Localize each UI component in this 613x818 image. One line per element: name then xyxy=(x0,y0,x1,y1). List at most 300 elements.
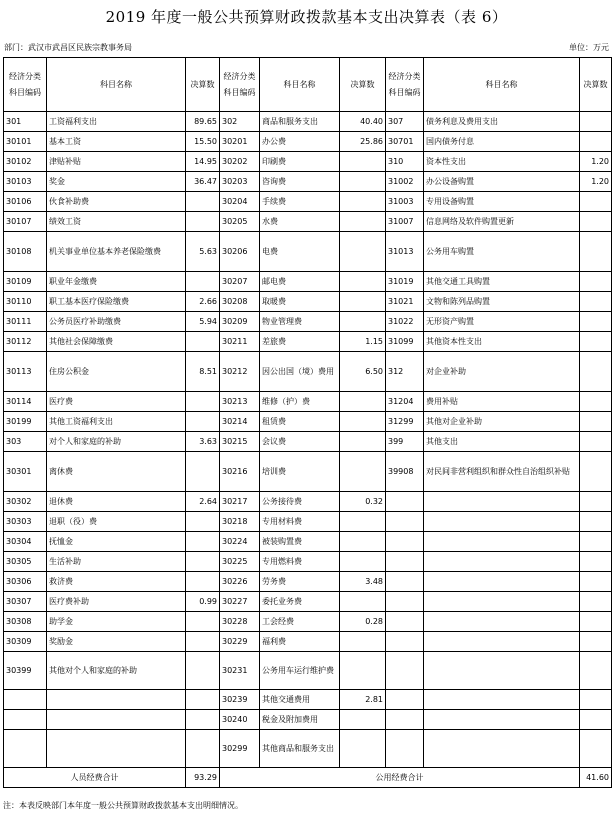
amount-cell: 2.66 xyxy=(186,292,220,312)
header-name-2: 科目名称 xyxy=(260,58,340,112)
code-cell: 30213 xyxy=(220,392,260,412)
name-cell xyxy=(424,632,580,652)
code-cell: 30111 xyxy=(4,312,47,332)
code-cell: 30208 xyxy=(220,292,260,312)
code-cell xyxy=(386,632,424,652)
amount-cell xyxy=(580,432,612,452)
code-cell xyxy=(386,532,424,552)
code-cell xyxy=(4,710,47,730)
amount-cell xyxy=(340,412,386,432)
amount-cell: 2.81 xyxy=(340,690,386,710)
department-label: 部门：武汉市武昌区民族宗教事务局 xyxy=(4,43,132,52)
table-row xyxy=(4,412,612,432)
name-cell: 福利费 xyxy=(260,632,340,652)
table-row xyxy=(4,332,612,352)
amount-cell: 0.28 xyxy=(340,612,386,632)
table-row xyxy=(4,192,612,212)
code-cell: 30226 xyxy=(220,572,260,592)
code-cell: 31022 xyxy=(386,312,424,332)
amount-cell xyxy=(186,452,220,492)
name-cell: 离休费 xyxy=(47,452,186,492)
name-cell: 对民间非营利组织和群众性自治组织补贴 xyxy=(424,452,580,492)
name-cell: 其他交通费用 xyxy=(260,690,340,710)
code-cell: 30112 xyxy=(4,332,47,352)
name-cell: 税金及附加费用 xyxy=(260,710,340,730)
name-cell: 职业年金缴费 xyxy=(47,272,186,292)
name-cell: 委托业务费 xyxy=(260,592,340,612)
name-cell: 工会经费 xyxy=(260,612,340,632)
table-row xyxy=(4,612,612,632)
code-cell xyxy=(386,710,424,730)
name-cell: 信息网络及软件购置更新 xyxy=(424,212,580,232)
name-cell: 公务用车购置 xyxy=(424,232,580,272)
name-cell: 退休费 xyxy=(47,492,186,512)
code-cell xyxy=(4,730,47,768)
amount-cell xyxy=(340,232,386,272)
name-cell: 其他交通工具购置 xyxy=(424,272,580,292)
table-row xyxy=(4,730,612,768)
header-amount-2: 决算数 xyxy=(340,58,386,112)
name-cell: 资本性支出 xyxy=(424,152,580,172)
name-cell: 差旅费 xyxy=(260,332,340,352)
code-cell: 30224 xyxy=(220,532,260,552)
code-cell xyxy=(4,690,47,710)
name-cell xyxy=(424,690,580,710)
name-cell: 手续费 xyxy=(260,192,340,212)
amount-cell: 0.32 xyxy=(340,492,386,512)
amount-cell xyxy=(580,572,612,592)
amount-cell xyxy=(580,652,612,690)
expenditure-table xyxy=(3,57,612,788)
amount-cell: 5.63 xyxy=(186,232,220,272)
personnel-total-label: 人员经费合计 xyxy=(4,768,186,788)
code-cell: 31013 xyxy=(386,232,424,272)
table-row xyxy=(4,532,612,552)
code-cell: 30240 xyxy=(220,710,260,730)
table-row xyxy=(4,432,612,452)
amount-cell xyxy=(186,572,220,592)
code-cell: 31021 xyxy=(386,292,424,312)
amount-cell xyxy=(340,192,386,212)
amount-cell: 40.40 xyxy=(340,112,386,132)
code-cell: 30207 xyxy=(220,272,260,292)
name-cell: 其他工资福利支出 xyxy=(47,412,186,432)
name-cell: 其他商品和服务支出 xyxy=(260,730,340,768)
name-cell: 国内债务付息 xyxy=(424,132,580,152)
name-cell: 医疗费补助 xyxy=(47,592,186,612)
amount-cell xyxy=(340,392,386,412)
amount-cell: 8.51 xyxy=(186,352,220,392)
code-cell: 30225 xyxy=(220,552,260,572)
amount-cell xyxy=(340,292,386,312)
public-total-value: 41.60 xyxy=(580,768,612,788)
name-cell: 其他社会保障缴费 xyxy=(47,332,186,352)
name-cell: 医疗费 xyxy=(47,392,186,412)
code-cell: 30211 xyxy=(220,332,260,352)
amount-cell xyxy=(186,192,220,212)
code-cell xyxy=(386,572,424,592)
table-row xyxy=(4,552,612,572)
amount-cell xyxy=(186,212,220,232)
table-row xyxy=(4,132,612,152)
name-cell: 工资福利支出 xyxy=(47,112,186,132)
code-cell: 30239 xyxy=(220,690,260,710)
name-cell: 费用补贴 xyxy=(424,392,580,412)
table-row xyxy=(4,572,612,592)
name-cell: 办公费 xyxy=(260,132,340,152)
header-code-3: 经济分类科目编码 xyxy=(386,58,424,112)
name-cell: 其他对个人和家庭的补助 xyxy=(47,652,186,690)
code-cell: 30218 xyxy=(220,512,260,532)
amount-cell xyxy=(186,392,220,412)
name-cell: 取暖费 xyxy=(260,292,340,312)
amount-cell xyxy=(186,532,220,552)
name-cell: 文物和陈列品购置 xyxy=(424,292,580,312)
amount-cell: 14.95 xyxy=(186,152,220,172)
name-cell: 救济费 xyxy=(47,572,186,592)
name-cell xyxy=(424,612,580,632)
amount-cell: 2.64 xyxy=(186,492,220,512)
name-cell: 水费 xyxy=(260,212,340,232)
amount-cell: 6.50 xyxy=(340,352,386,392)
code-cell: 30307 xyxy=(4,592,47,612)
code-cell: 31204 xyxy=(386,392,424,412)
name-cell: 机关事业单位基本养老保险缴费 xyxy=(47,232,186,272)
code-cell: 30231 xyxy=(220,652,260,690)
code-cell: 30305 xyxy=(4,552,47,572)
table-row xyxy=(4,690,612,710)
name-cell xyxy=(424,592,580,612)
name-cell: 生活补助 xyxy=(47,552,186,572)
code-cell: 30217 xyxy=(220,492,260,512)
amount-cell xyxy=(580,412,612,432)
name-cell xyxy=(424,552,580,572)
table-row xyxy=(4,292,612,312)
code-cell: 30309 xyxy=(4,632,47,652)
name-cell xyxy=(424,710,580,730)
name-cell xyxy=(424,532,580,552)
header-amount-3: 决算数 xyxy=(580,58,612,112)
code-cell: 30101 xyxy=(4,132,47,152)
code-cell: 30206 xyxy=(220,232,260,272)
name-cell: 职工基本医疗保险缴费 xyxy=(47,292,186,312)
amount-cell xyxy=(580,132,612,152)
name-cell xyxy=(424,730,580,768)
name-cell xyxy=(47,730,186,768)
name-cell: 物业管理费 xyxy=(260,312,340,332)
name-cell: 专用设备购置 xyxy=(424,192,580,212)
amount-cell xyxy=(186,332,220,352)
name-cell: 抚恤金 xyxy=(47,532,186,552)
amount-cell xyxy=(340,552,386,572)
amount-cell xyxy=(186,272,220,292)
table-body xyxy=(4,58,612,788)
amount-cell xyxy=(340,592,386,612)
amount-cell xyxy=(186,612,220,632)
name-cell: 绩效工资 xyxy=(47,212,186,232)
code-cell: 30212 xyxy=(220,352,260,392)
name-cell: 公务接待费 xyxy=(260,492,340,512)
amount-cell xyxy=(580,592,612,612)
amount-cell xyxy=(580,532,612,552)
table-row xyxy=(4,392,612,412)
code-cell: 303 xyxy=(4,432,47,452)
code-cell: 31099 xyxy=(386,332,424,352)
table-row xyxy=(4,152,612,172)
amount-cell xyxy=(340,632,386,652)
name-cell: 基本工资 xyxy=(47,132,186,152)
table-row xyxy=(4,172,612,192)
name-cell: 维修（护）费 xyxy=(260,392,340,412)
code-cell: 30204 xyxy=(220,192,260,212)
table-row xyxy=(4,652,612,690)
code-cell: 30228 xyxy=(220,612,260,632)
header-code-1: 经济分类科目编码 xyxy=(4,58,47,112)
totals-row xyxy=(4,768,612,788)
name-cell: 津贴补贴 xyxy=(47,152,186,172)
code-cell: 310 xyxy=(386,152,424,172)
amount-cell xyxy=(580,212,612,232)
public-total-label: 公用经费合计 xyxy=(220,768,580,788)
code-cell: 30304 xyxy=(4,532,47,552)
code-cell xyxy=(386,492,424,512)
amount-cell: 1.15 xyxy=(340,332,386,352)
name-cell: 对企业补助 xyxy=(424,352,580,392)
table-row xyxy=(4,632,612,652)
amount-cell xyxy=(340,272,386,292)
code-cell: 30227 xyxy=(220,592,260,612)
amount-cell xyxy=(186,652,220,690)
amount-cell xyxy=(340,432,386,452)
code-cell: 30303 xyxy=(4,512,47,532)
name-cell: 退职（役）费 xyxy=(47,512,186,532)
code-cell: 30106 xyxy=(4,192,47,212)
name-cell: 住房公积金 xyxy=(47,352,186,392)
table-row xyxy=(4,452,612,492)
amount-cell xyxy=(580,552,612,572)
amount-cell xyxy=(186,512,220,532)
amount-cell xyxy=(340,312,386,332)
table-row xyxy=(4,492,612,512)
code-cell xyxy=(386,512,424,532)
amount-cell: 89.65 xyxy=(186,112,220,132)
header-amount-1: 决算数 xyxy=(186,58,220,112)
name-cell: 公务用车运行维护费 xyxy=(260,652,340,690)
amount-cell xyxy=(340,730,386,768)
code-cell: 30205 xyxy=(220,212,260,232)
amount-cell xyxy=(340,532,386,552)
code-cell: 30215 xyxy=(220,432,260,452)
name-cell: 因公出国（境）费用 xyxy=(260,352,340,392)
name-cell: 对个人和家庭的补助 xyxy=(47,432,186,452)
code-cell xyxy=(386,612,424,632)
amount-cell: 1.20 xyxy=(580,152,612,172)
name-cell: 奖励金 xyxy=(47,632,186,652)
amount-cell xyxy=(186,690,220,710)
amount-cell xyxy=(580,632,612,652)
amount-cell xyxy=(580,710,612,730)
code-cell: 30308 xyxy=(4,612,47,632)
amount-cell: 0.99 xyxy=(186,592,220,612)
table-row xyxy=(4,352,612,392)
code-cell xyxy=(386,592,424,612)
name-cell: 债务利息及费用支出 xyxy=(424,112,580,132)
amount-cell xyxy=(580,112,612,132)
header-name-1: 科目名称 xyxy=(47,58,186,112)
code-cell: 307 xyxy=(386,112,424,132)
name-cell: 租赁费 xyxy=(260,412,340,432)
code-cell: 31007 xyxy=(386,212,424,232)
table-row xyxy=(4,232,612,272)
name-cell: 电费 xyxy=(260,232,340,272)
header-code-2: 经济分类科目编码 xyxy=(220,58,260,112)
name-cell: 印刷费 xyxy=(260,152,340,172)
amount-cell xyxy=(340,512,386,532)
code-cell: 30109 xyxy=(4,272,47,292)
code-cell: 30214 xyxy=(220,412,260,432)
amount-cell: 25.86 xyxy=(340,132,386,152)
amount-cell: 3.63 xyxy=(186,432,220,452)
code-cell: 30701 xyxy=(386,132,424,152)
amount-cell xyxy=(580,730,612,768)
amount-cell xyxy=(580,452,612,492)
name-cell: 无形资产购置 xyxy=(424,312,580,332)
amount-cell: 36.47 xyxy=(186,172,220,192)
code-cell: 30306 xyxy=(4,572,47,592)
amount-cell xyxy=(580,352,612,392)
code-cell: 39908 xyxy=(386,452,424,492)
code-cell: 30301 xyxy=(4,452,47,492)
amount-cell xyxy=(340,152,386,172)
amount-cell xyxy=(340,212,386,232)
header-name-3: 科目名称 xyxy=(424,58,580,112)
code-cell: 30302 xyxy=(4,492,47,512)
name-cell: 伙食补助费 xyxy=(47,192,186,212)
name-cell xyxy=(424,512,580,532)
name-cell: 商品和服务支出 xyxy=(260,112,340,132)
name-cell: 会议费 xyxy=(260,432,340,452)
code-cell: 312 xyxy=(386,352,424,392)
personnel-total-value: 93.29 xyxy=(186,768,220,788)
amount-cell xyxy=(340,710,386,730)
name-cell: 邮电费 xyxy=(260,272,340,292)
name-cell: 劳务费 xyxy=(260,572,340,592)
code-cell: 31003 xyxy=(386,192,424,212)
code-cell: 30209 xyxy=(220,312,260,332)
code-cell: 30203 xyxy=(220,172,260,192)
code-cell: 30199 xyxy=(4,412,47,432)
code-cell: 30110 xyxy=(4,292,47,312)
amount-cell xyxy=(580,612,612,632)
amount-cell xyxy=(186,730,220,768)
code-cell: 302 xyxy=(220,112,260,132)
code-cell: 30399 xyxy=(4,652,47,690)
name-cell xyxy=(424,492,580,512)
table-row xyxy=(4,710,612,730)
code-cell: 30201 xyxy=(220,132,260,152)
name-cell: 奖金 xyxy=(47,172,186,192)
code-cell xyxy=(386,652,424,690)
amount-cell xyxy=(580,292,612,312)
amount-cell xyxy=(580,312,612,332)
name-cell xyxy=(424,572,580,592)
name-cell: 被装购置费 xyxy=(260,532,340,552)
code-cell: 399 xyxy=(386,432,424,452)
name-cell: 办公设备购置 xyxy=(424,172,580,192)
amount-cell xyxy=(580,192,612,212)
amount-cell xyxy=(340,452,386,492)
code-cell: 30108 xyxy=(4,232,47,272)
code-cell xyxy=(386,552,424,572)
name-cell: 助学金 xyxy=(47,612,186,632)
name-cell: 其他支出 xyxy=(424,432,580,452)
code-cell: 30102 xyxy=(4,152,47,172)
table-row xyxy=(4,512,612,532)
code-cell: 30113 xyxy=(4,352,47,392)
amount-cell xyxy=(340,172,386,192)
amount-cell xyxy=(580,392,612,412)
table-row xyxy=(4,112,612,132)
code-cell: 30299 xyxy=(220,730,260,768)
code-cell: 301 xyxy=(4,112,47,132)
amount-cell xyxy=(580,512,612,532)
amount-cell: 15.50 xyxy=(186,132,220,152)
name-cell: 其他对企业补助 xyxy=(424,412,580,432)
amount-cell: 1.20 xyxy=(580,172,612,192)
table-row xyxy=(4,212,612,232)
table-row xyxy=(4,272,612,292)
amount-cell xyxy=(580,492,612,512)
amount-cell xyxy=(186,710,220,730)
code-cell: 30202 xyxy=(220,152,260,172)
table-row xyxy=(4,592,612,612)
name-cell: 其他资本性支出 xyxy=(424,332,580,352)
code-cell: 30103 xyxy=(4,172,47,192)
amount-cell xyxy=(186,412,220,432)
name-cell: 专用燃料费 xyxy=(260,552,340,572)
code-cell: 30216 xyxy=(220,452,260,492)
name-cell: 专用材料费 xyxy=(260,512,340,532)
name-cell: 公务员医疗补助缴费 xyxy=(47,312,186,332)
name-cell: 咨询费 xyxy=(260,172,340,192)
name-cell xyxy=(47,690,186,710)
name-cell: 培训费 xyxy=(260,452,340,492)
footnote: 注：本表反映部门本年度一般公共预算财政拨款基本支出明细情况。 xyxy=(3,801,243,810)
code-cell: 30114 xyxy=(4,392,47,412)
code-cell: 30229 xyxy=(220,632,260,652)
code-cell xyxy=(386,690,424,710)
amount-cell xyxy=(580,332,612,352)
code-cell: 31002 xyxy=(386,172,424,192)
code-cell: 30107 xyxy=(4,212,47,232)
unit-label: 单位：万元 xyxy=(569,43,609,52)
amount-cell xyxy=(340,652,386,690)
name-cell xyxy=(424,652,580,690)
table-row xyxy=(4,312,612,332)
amount-cell: 3.48 xyxy=(340,572,386,592)
table-title: 2019 年度一般公共预算财政拨款基本支出决算表（表 6） xyxy=(105,8,508,26)
amount-cell xyxy=(580,272,612,292)
amount-cell xyxy=(580,232,612,272)
code-cell xyxy=(386,730,424,768)
header-row xyxy=(4,58,612,112)
amount-cell xyxy=(186,632,220,652)
code-cell: 31299 xyxy=(386,412,424,432)
code-cell: 31019 xyxy=(386,272,424,292)
amount-cell xyxy=(580,690,612,710)
name-cell xyxy=(47,710,186,730)
amount-cell xyxy=(186,552,220,572)
